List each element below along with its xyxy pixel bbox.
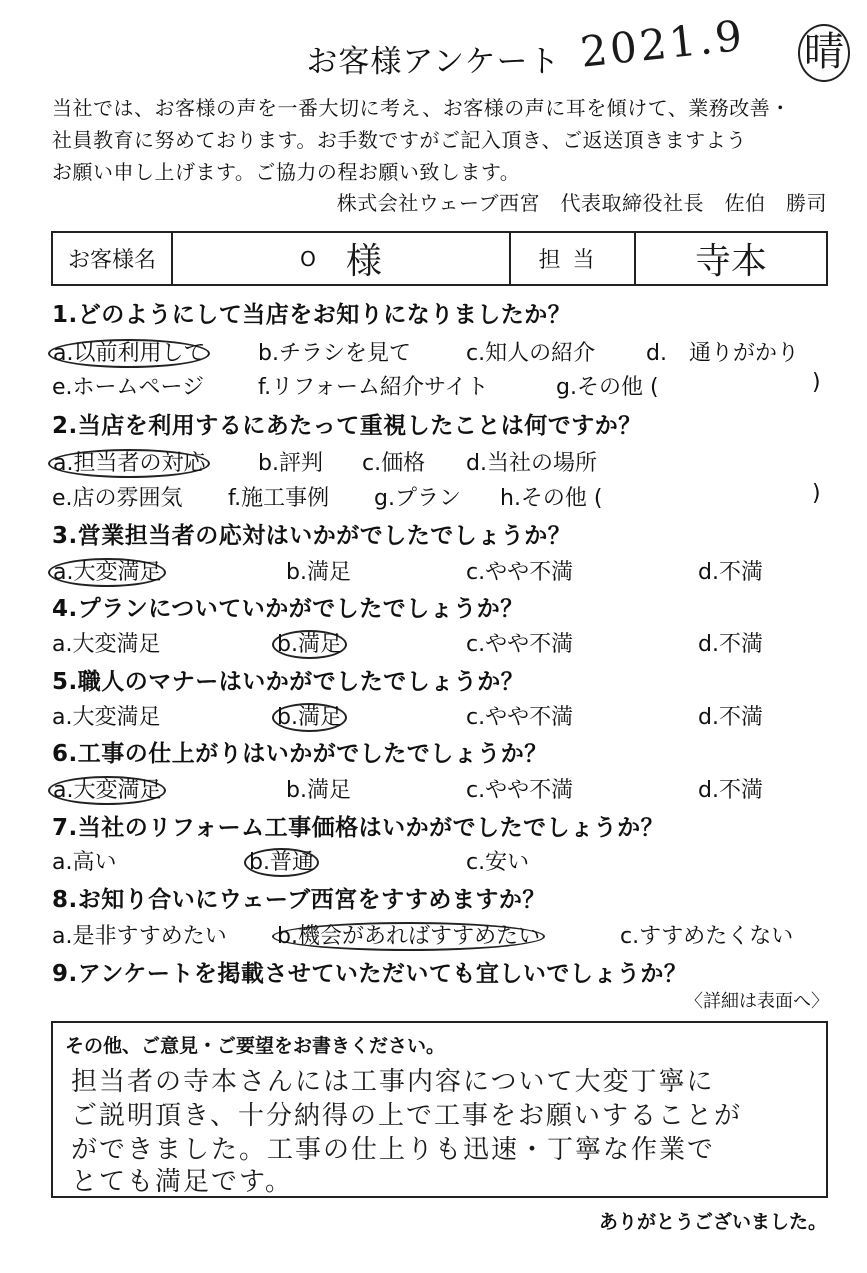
question-9: 9.アンケートを掲載させていただいても宜しいでしょうか？ [52, 961, 688, 987]
question-6: 6.工事の仕上がりはいかがでしたでしょうか？ [52, 741, 548, 767]
intro-line-3: お願い申し上げます。ご協力の程お願い致します。 [52, 160, 521, 184]
q4-option-b-text: b.満足 [272, 630, 347, 659]
q7-option-b [248, 845, 319, 876]
q5-option-b-text: b.満足 [272, 703, 347, 732]
q2-option-e: e.店の雰囲気 [52, 486, 183, 511]
q5-option-d: d.不満 [698, 705, 763, 730]
q6-option-c: c.やや不満 [466, 778, 574, 803]
customer-name-label: お客様名 [53, 233, 173, 284]
staff-label: 担当 [511, 233, 636, 284]
q4-option-b [276, 627, 347, 658]
q1-option-b: b.チラシを見て [258, 341, 411, 366]
staff-name: 寺本 [694, 241, 767, 282]
q1-option-c: c.知人の紹介 [466, 341, 596, 366]
thanks-note: ありがとうございました。 [598, 1211, 827, 1233]
q6-option-d: d.不満 [698, 778, 763, 803]
comment-box [51, 1021, 828, 1198]
q3-option-d: d.不満 [698, 560, 763, 585]
q4-option-c: c.やや不満 [466, 632, 574, 657]
q7-option-a: a.高い [52, 850, 117, 875]
q2-option-h: h.その他 ( [500, 486, 603, 511]
q6-option-b: b.満足 [286, 778, 351, 803]
q4-option-a: a.大変満足 [52, 632, 161, 657]
q2-option-a-text: a.担当者の対応 [48, 449, 210, 478]
q2-option-d: d.当社の場所 [466, 451, 597, 476]
q3-option-a [52, 555, 166, 586]
q2-option-f: f.施工事例 [228, 486, 330, 511]
company-signature: 株式会社ウェーブ西宮 代表取締役社長 佐伯 勝司 [336, 191, 827, 215]
q1-option-a [52, 336, 210, 367]
q1-option-g: g.その他 ( [556, 375, 659, 400]
q5-option-a: a.大変満足 [52, 705, 161, 730]
q6-option-a-text: a.大変満足 [48, 776, 166, 805]
q8-option-c: c.すすめたくない [620, 924, 794, 949]
handwritten-date: 2021.9 [578, 10, 748, 77]
seal-stamp: 晴 [798, 24, 850, 82]
question-8: 8.お知り合いにウェーブ西宮をすすめますか？ [52, 887, 546, 913]
intro-line-2: 社員教育に努めております。お手数ですがご記入頂き、ご返送頂きますよう [52, 128, 747, 152]
q4-option-d: d.不満 [698, 632, 763, 657]
q2-option-a [52, 446, 210, 477]
survey-title: お客様アンケート [306, 44, 561, 80]
q5-option-c: c.やや不満 [466, 705, 574, 730]
q1-option-g-close: ) [812, 370, 821, 395]
q2-option-h-close: ) [812, 481, 821, 506]
comment-line-1: 担当者の寺本さんには工事内容について大変丁寧に [71, 1067, 715, 1097]
q1-option-f: f.リフォーム紹介サイト [258, 375, 489, 400]
q8-option-a: a.是非すすめたい [52, 924, 227, 949]
q7-option-b-text: b.普通 [244, 848, 319, 877]
question-1: 1.どのようにして当店をお知りになりましたか？ [52, 302, 572, 328]
detail-note: 〈詳細は表面へ〉 [685, 991, 829, 1012]
comment-line-4: とても満足です。 [71, 1167, 293, 1197]
q3-option-b: b.満足 [286, 560, 351, 585]
question-4: 4.プランについていかがでしたでしょうか？ [52, 596, 524, 622]
q1-option-e: e.ホームページ [52, 375, 205, 400]
q3-option-a-text: a.大変満足 [48, 558, 166, 587]
q1-option-d: d. 通りがかり [646, 341, 799, 366]
q6-option-a [52, 773, 166, 804]
q5-option-b [276, 700, 347, 731]
question-5: 5.職人のマナーはいかがでしたでしょうか？ [52, 669, 525, 695]
q7-option-c: c.安い [466, 850, 530, 875]
q1-option-a-text: a.以前利用して [48, 339, 210, 368]
comment-prompt: その他、ご意見・ご要望をお書きください。 [65, 1035, 446, 1057]
customer-initial: O [300, 246, 316, 271]
intro-line-1: 当社では、お客様の声を一番大切に考え、お客様の声に耳を傾けて、業務改善・ [52, 96, 791, 120]
question-7: 7.当社のリフォーム工事価格はいかがでしたでしょうか？ [52, 815, 665, 841]
comment-line-3: ができました。工事の仕上りも迅速・丁寧な作業で [71, 1135, 716, 1165]
q8-option-b-text: b.機会があればすすめたい [272, 922, 545, 951]
comment-line-2: ご説明頂き、十分納得の上で工事をお願いすることが [71, 1101, 742, 1131]
q3-option-c: c.やや不満 [466, 560, 574, 585]
customer-name-box [51, 231, 828, 286]
customer-name-field [173, 233, 511, 284]
q2-option-g: g.プラン [374, 486, 461, 511]
q8-option-b [276, 919, 545, 950]
q2-option-b: b.評判 [258, 451, 323, 476]
question-2: 2.当店を利用するにあたって重視したことは何ですか？ [52, 413, 642, 439]
question-3: 3.営業担当者の応対はいかがでしたでしょうか？ [52, 523, 572, 549]
customer-suffix: 様 [345, 241, 382, 282]
q2-option-c: c.価格 [362, 451, 426, 476]
